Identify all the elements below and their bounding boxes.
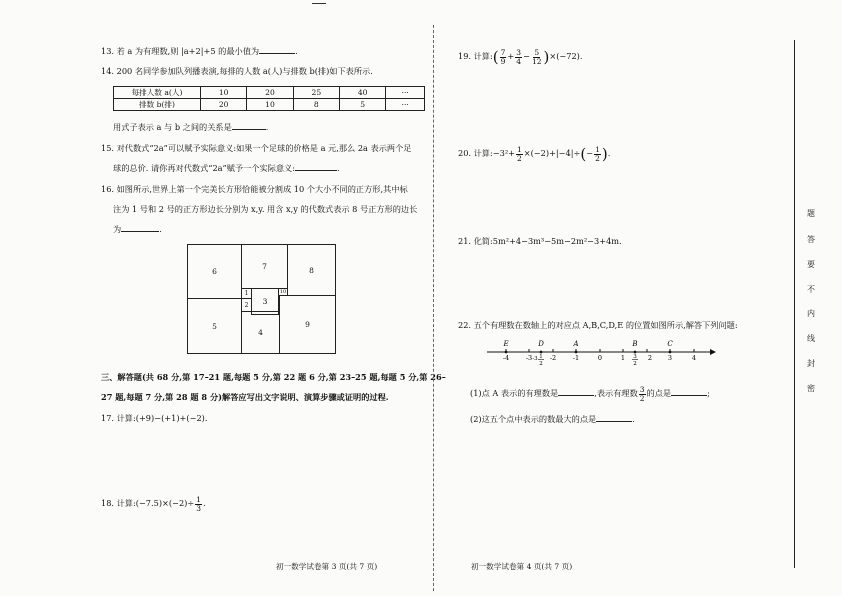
q20: 20. 计算:−3²+ $\frac{1}{2}$ ×(−2)+|−4|÷(− $\frac{1}{2}$ ). [458, 145, 611, 163]
q19-suffix: ×(−72). [549, 51, 583, 61]
tick-label: 2 [647, 354, 653, 362]
square-4: 4 [241, 311, 280, 354]
number-line [485, 336, 720, 372]
q13-blank[interactable] [259, 53, 295, 54]
q22-blank-3[interactable] [596, 421, 632, 422]
point-label-A: A [573, 340, 579, 348]
tick-label: 4 [691, 354, 697, 362]
square-7: 7 [241, 244, 288, 289]
q18-prefix: 18. 计算:(−7.5)×(−2)÷ [101, 498, 195, 508]
seal-char: 答 [807, 235, 815, 244]
table-cell: 10 [201, 87, 247, 99]
top-mark [312, 3, 326, 4]
b-den: 2 [633, 361, 637, 367]
footer-right: 初一数学试卷第 4 页(共 7 页) [471, 562, 573, 571]
footer-left: 初一数学试卷第 3 页(共 7 页) [276, 562, 378, 571]
page-divider [433, 25, 434, 591]
q13-text: 13. 若 a 为有理数,则 |a+2|+5 的最小值为 [101, 46, 260, 56]
q22-sub1: (1)点 A 表示的有理数是 ,表示有理数 $\frac{3}{2}$ 的点是 ; [470, 385, 710, 403]
q14-blank[interactable] [232, 129, 266, 130]
seal-char: 内 [807, 309, 815, 318]
tick-label: -3 [525, 354, 533, 362]
q22-sub2-text: (2)这五个点中表示的数最大的点是 [470, 414, 597, 424]
table-cell: 25 [293, 87, 339, 99]
tick-label: 0 [597, 354, 603, 362]
q19: 19. 计算:( $\frac{7}{9}$ + $\frac{3}{4}$ − $\frac{5}{12}$ )×(−72). [458, 48, 583, 66]
seal-separator [794, 40, 795, 568]
q15-line2-text: 球的总价. 请你再对代数式“2a”赋予一个实际意义: [113, 163, 295, 173]
q22-sub1-a: (1)点 A 表示的有理数是 [470, 388, 559, 398]
q18-fraction: $\frac{1}{3}$ [196, 495, 201, 513]
point-label-D: D [538, 340, 544, 348]
point-label-C: C [667, 340, 673, 348]
square-1: 1 [241, 288, 252, 299]
q16-line2: 注为 1 号和 2 号的正方形边长分别为 x,y. 用含 x,y 的代数式表示 8 号正方形的边长 [113, 204, 418, 214]
table-cell: 排数 b(排) [114, 99, 201, 111]
q15-line2: 球的总价. 请你再对代数式“2a”赋予一个实际意义: . [113, 163, 340, 173]
table-cell: 10 [247, 99, 293, 111]
square-2: 2 [241, 298, 252, 312]
q17: 17. 计算:(+9)−(+1)+(−2). [101, 413, 208, 423]
q18-suffix: . [203, 498, 206, 508]
d-whole: -3 [532, 356, 538, 362]
table-cell: ··· [386, 99, 425, 111]
seal-char: 封 [807, 359, 815, 368]
q14-text: 14. 200 名同学参加队列播表演,每排的人数 a(人)与排数 b(排)如下表所示. [101, 66, 373, 76]
b-num: 3 [633, 354, 637, 360]
q20-prefix: 20. 计算:−3²+ [458, 148, 515, 158]
tick-label: -1 [572, 354, 580, 362]
q16-blank[interactable] [121, 231, 159, 232]
seal-char: 不 [807, 285, 815, 294]
seal-char: 要 [807, 260, 815, 269]
q14-ask-text: 用式子表示 a 与 b 之间的关系是 [113, 122, 232, 132]
perfect-rectangle-figure [187, 244, 336, 354]
table-cell: 8 [293, 99, 339, 111]
table-cell: 40 [339, 87, 385, 99]
q15-line1: 15. 对代数式“2a”可以赋予实际意义:如果一个足球的价格是 a 元,那么 2a 表示两个足 [101, 143, 412, 153]
q22-blank-2[interactable] [671, 395, 707, 396]
square-3: 3 [251, 288, 279, 315]
q16-line1: 16. 如图所示,世界上第一个完美长方形恰能被分割成 10 个大小不同的正方形,其中标 [101, 184, 408, 194]
q15-blank[interactable] [295, 170, 337, 171]
table-cell: 20 [247, 87, 293, 99]
q22-sub2: (2)这五个点中表示的数最大的点是 . [470, 414, 635, 424]
q18 [101, 496, 206, 512]
q13: 13. 若 a 为有理数,则 |a+2|+5 的最小值为 . [101, 46, 298, 56]
table-cell: ··· [386, 87, 425, 99]
tick-label: -4 [502, 354, 510, 362]
table-cell: 20 [201, 99, 247, 111]
section3-line1: 三、解答题(共 68 分,第 17–21 题,每题 5 分,第 22 题 6 分,第 23–25 题,每题 5 分,第 26– [101, 372, 446, 382]
q21: 21. 化简:5m²+4−3m³−5m−2m²−3+4m. [458, 236, 622, 246]
point-label-E: E [503, 340, 509, 348]
tick-label: 3 [667, 354, 673, 362]
square-6: 6 [187, 244, 242, 299]
point-label-B: B [632, 340, 638, 348]
q14-ask: 用式子表示 a 与 b 之间的关系是 . [113, 122, 269, 132]
q16-line3-text: 为 [113, 224, 122, 234]
section3-line2: 27 题,每题 7 分,第 28 题 8 分)解答应写出文字说明、演算步骤或证明的过程. [101, 392, 389, 402]
q20-mid: ×(−2)+|−4|÷ [523, 148, 581, 158]
seal-char: 线 [807, 334, 815, 343]
square-8: 8 [287, 244, 336, 296]
table-cell: 5 [339, 99, 385, 111]
seal-char: 题 [807, 209, 815, 218]
square-5: 5 [187, 298, 242, 354]
d-num: 1 [539, 354, 543, 360]
tick-label: -2 [549, 354, 557, 362]
q22-blank-1[interactable] [558, 395, 594, 396]
d-den: 2 [539, 361, 543, 367]
table-row [114, 99, 425, 111]
q14-table [113, 86, 425, 111]
q16-line3: 为 . [113, 224, 162, 234]
number-line-points [502, 340, 673, 353]
square-10: 10 [279, 289, 287, 295]
q19-prefix: 19. 计算: [458, 51, 493, 61]
table-row [114, 87, 425, 99]
table-cell: 每排人数 a(人) [114, 87, 201, 99]
q22-line1: 22. 五个有理数在数轴上的对应点 A,B,C,D,E 的位置如图所示,解答下列问题: [458, 320, 738, 330]
seal-char: 密 [807, 384, 815, 393]
square-9: 9 [279, 295, 336, 354]
tick-label: 1 [620, 354, 626, 362]
